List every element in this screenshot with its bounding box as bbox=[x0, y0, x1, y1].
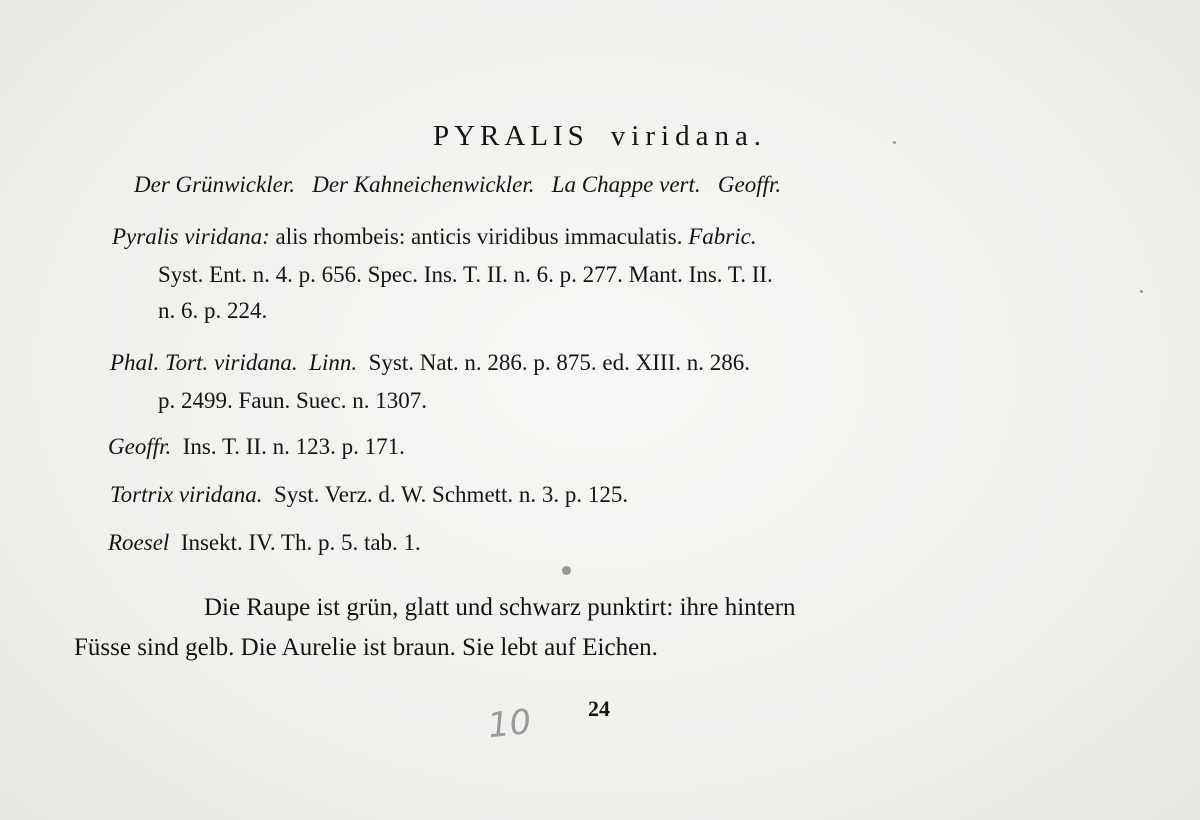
ink-speck bbox=[893, 141, 896, 144]
taxon-name: Pyralis viridana: bbox=[112, 224, 270, 249]
taxon-name-tortrix: Tortrix viridana. bbox=[110, 482, 263, 507]
citation-roesel bbox=[108, 530, 421, 556]
citation-fabricius bbox=[112, 224, 757, 250]
author-roesel: Roesel bbox=[108, 530, 170, 555]
geoffr-reference: Ins. T. II. n. 123. p. 171. bbox=[182, 434, 405, 459]
roesel-reference: Insekt. IV. Th. p. 5. tab. 1. bbox=[180, 530, 421, 555]
diagnosis: alis rhombeis: anticis viridibus immaculatis. bbox=[275, 224, 683, 249]
author-fabric: Fabric. bbox=[688, 224, 757, 249]
author-geoffr: Geoffr. bbox=[717, 172, 782, 197]
citation-schmett bbox=[110, 482, 628, 508]
common-name-3: La Chappe vert. bbox=[551, 172, 701, 197]
page-number: 24 bbox=[588, 696, 610, 721]
common-name-1: Der Grünwickler. bbox=[134, 172, 295, 197]
synonym-line-1 bbox=[134, 172, 781, 198]
citation-linnaeus bbox=[110, 350, 750, 376]
taxon-name-linn: Phal. Tort. viridana. bbox=[110, 350, 298, 375]
page-title bbox=[0, 120, 1200, 153]
schmett-reference: Syst. Verz. d. W. Schmett. n. 3. p. 125. bbox=[274, 482, 629, 507]
ink-speck bbox=[562, 566, 571, 575]
citation-geoffroy bbox=[108, 434, 405, 460]
citation-fabricius-cont-1: Syst. Ent. n. 4. p. 656. Spec. Ins. T. II. n. 6. p. 277. Mant. Ins. T. II. bbox=[158, 262, 773, 287]
author-linn: Linn. bbox=[309, 350, 358, 375]
common-name-2: Der Kahneichenwickler. bbox=[312, 172, 535, 197]
author-geoffr-2: Geoffr. bbox=[108, 434, 172, 459]
citation-linnaeus-cont: p. 2499. Faun. Suec. n. 1307. bbox=[158, 388, 427, 413]
title-genus: PYRALIS bbox=[432, 120, 589, 152]
pencil-annotation: 10 bbox=[486, 701, 534, 747]
title-species: viridana. bbox=[610, 120, 768, 152]
ink-speck bbox=[1140, 290, 1143, 293]
citation-fabricius-cont-2: n. 6. p. 224. bbox=[158, 298, 268, 323]
description-line-2: Füsse sind gelb. Die Aurelie ist braun. Sie lebt auf Eichen. bbox=[74, 634, 658, 661]
linn-reference: Syst. Nat. n. 286. p. 875. ed. XIII. n. 286. bbox=[368, 350, 750, 375]
description-line-1: Die Raupe ist grün, glatt und schwarz punktirt: ihre hintern bbox=[204, 594, 796, 621]
